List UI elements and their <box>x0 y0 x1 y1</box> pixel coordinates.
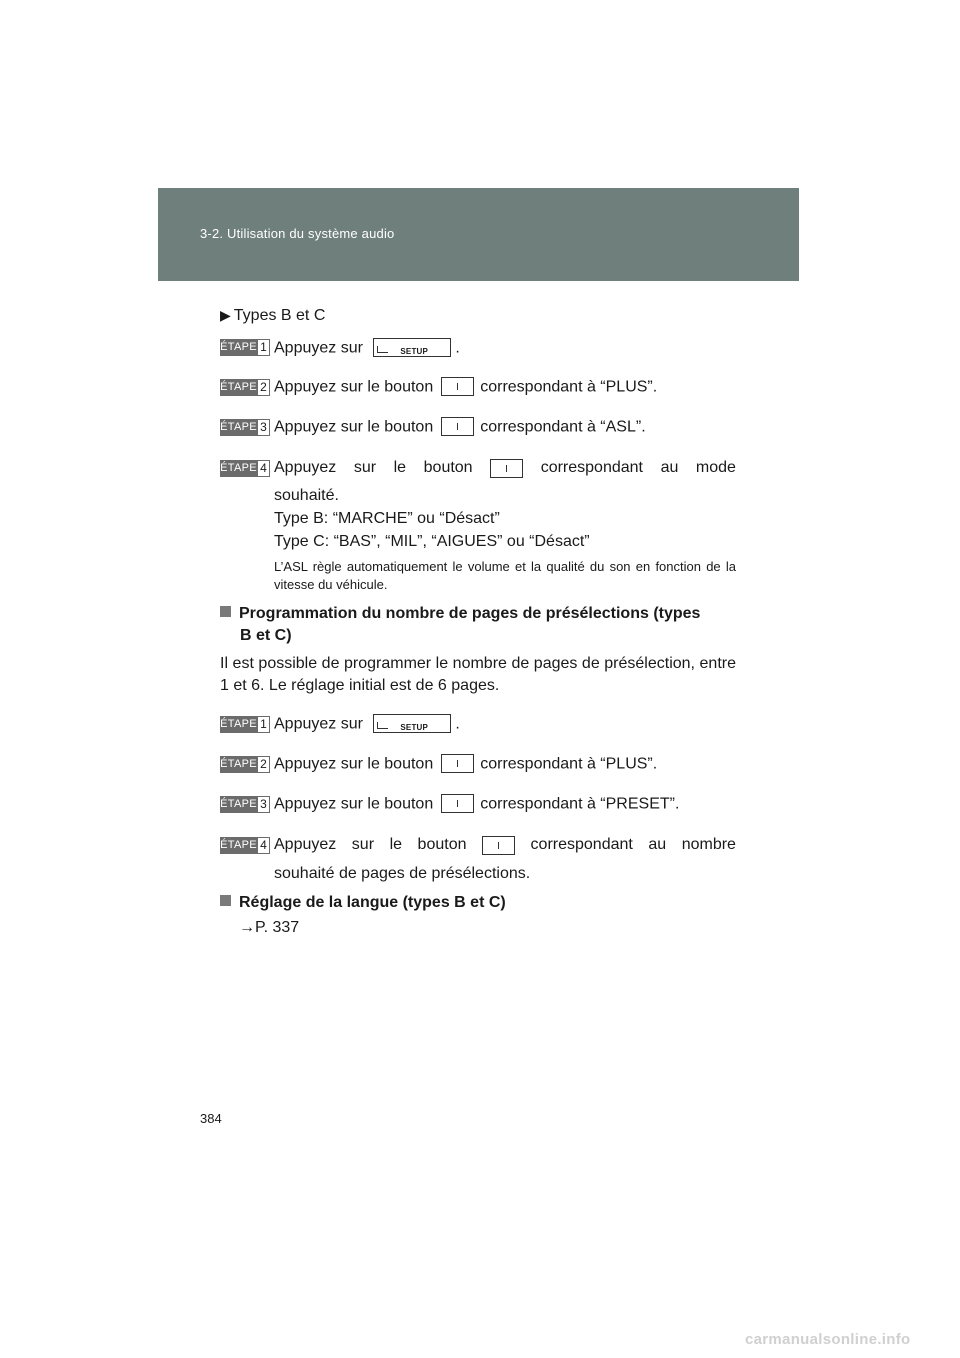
step-number: 1 <box>257 716 270 733</box>
word: sur <box>351 836 375 853</box>
step-word: ÉTAPE <box>220 716 257 733</box>
step-word: ÉTAPE <box>220 460 257 477</box>
word: le <box>389 836 403 853</box>
chapter-header-bar <box>158 188 799 281</box>
preset-button-icon <box>441 794 474 813</box>
word: Appuyez <box>274 836 337 853</box>
step-text-before: Appuyez sur <box>274 715 363 733</box>
step-word: ÉTAPE <box>220 379 257 396</box>
step-2-text <box>274 377 736 398</box>
word: correspondant <box>540 459 643 476</box>
step-badge-3 <box>220 796 270 813</box>
triangle-right-icon: ▶ <box>220 307 231 323</box>
step-badge-2 <box>220 379 270 396</box>
type-b-options: Type B: “MARCHE” ou “Désact” <box>274 510 500 527</box>
step-text-before: Appuyez sur le bouton <box>274 795 434 813</box>
preset-button-icon <box>441 754 474 773</box>
preset-button-icon <box>490 459 523 478</box>
step-word: ÉTAPE <box>220 756 257 773</box>
step-number: 2 <box>257 379 270 396</box>
step-number: 4 <box>257 460 270 477</box>
section-title-text: Réglage de la langue (types B et C) <box>239 894 506 911</box>
presets-paragraph: Il est possible de programmer le nombre de pages de présélection, entre 1 et 6. Le réglage initial est de 6 pages. <box>220 655 736 694</box>
step-badge-4 <box>220 837 270 854</box>
step-badge-3 <box>220 419 270 436</box>
bar-glyph <box>457 800 458 807</box>
word: au <box>660 459 679 476</box>
watermark-logo: carmanualsonline.info <box>745 1331 911 1348</box>
type-c-options: Type C: “BAS”, “MIL”, “AIGUES” ou “Désact” <box>274 533 590 550</box>
bar-glyph <box>498 842 499 849</box>
step-text-before: Appuyez sur le bouton <box>274 418 434 436</box>
word: Appuyez <box>274 459 337 476</box>
section-language-title <box>220 892 736 914</box>
step-text-after: . <box>455 339 460 357</box>
type-heading-text: Types B et C <box>233 307 326 324</box>
step-text-before: Appuyez sur le bouton <box>274 378 434 396</box>
type-heading <box>220 305 325 326</box>
square-bullet-icon <box>220 895 231 906</box>
preset-button-icon <box>482 836 515 855</box>
preset-button-icon <box>441 377 474 396</box>
step-word: ÉTAPE <box>220 419 257 436</box>
word: bouton <box>417 836 467 853</box>
bar-glyph <box>457 383 458 390</box>
word: sur <box>353 459 377 476</box>
word: correspondant <box>530 836 633 853</box>
step-4-continuation: souhaité de pages de présélections. <box>274 865 531 882</box>
bar-glyph <box>506 465 507 472</box>
step-text-after: correspondant à “PLUS”. <box>480 755 658 773</box>
step-4-continuation: souhaité. <box>274 487 339 504</box>
step-word: ÉTAPE <box>220 796 257 813</box>
step-word: ÉTAPE <box>220 339 257 356</box>
word: au <box>648 836 667 853</box>
step-number: 2 <box>257 756 270 773</box>
step-1-text <box>274 338 736 359</box>
step-text-before: Appuyez sur <box>274 339 363 357</box>
bar-glyph <box>457 423 458 430</box>
step-text-after: . <box>455 715 460 733</box>
section-presets-title <box>220 603 736 625</box>
hook-icon <box>377 722 388 729</box>
page-number: 384 <box>200 1111 222 1126</box>
step-number: 3 <box>257 796 270 813</box>
word: bouton <box>423 459 473 476</box>
asl-note: L’ASL règle automatiquement le volume et la qualité du son en fonction de la vitesse du véhicule. <box>274 559 736 592</box>
step-badge-1 <box>220 339 270 356</box>
step-2-text <box>274 754 736 775</box>
bar-glyph <box>457 760 458 767</box>
setup-button-icon <box>373 714 451 733</box>
step-text-after: correspondant à “PLUS”. <box>480 378 658 396</box>
step-word: ÉTAPE <box>220 837 257 854</box>
step-badge-4 <box>220 460 270 477</box>
setup-button-label: SETUP <box>400 723 429 732</box>
word: mode <box>695 459 736 476</box>
step-number: 3 <box>257 419 270 436</box>
step-badge-1 <box>220 716 270 733</box>
step-3-text <box>274 794 736 815</box>
word: le <box>393 459 407 476</box>
step-badge-2 <box>220 756 270 773</box>
square-bullet-icon <box>220 606 231 617</box>
setup-button-icon <box>373 338 451 357</box>
section-title-line2: B et C) <box>240 627 292 644</box>
step-4-text <box>274 458 736 478</box>
step-3-text <box>274 417 736 438</box>
step-text-before: Appuyez sur le bouton <box>274 755 434 773</box>
section-presets-title-cont <box>220 625 736 647</box>
step-4-text <box>274 835 736 855</box>
preset-button-icon <box>441 417 474 436</box>
step-1-text <box>274 714 736 735</box>
word: nombre <box>681 836 736 853</box>
step-text-after: correspondant à “ASL”. <box>480 418 646 436</box>
hook-icon <box>377 346 388 353</box>
step-number: 4 <box>257 837 270 854</box>
page-reference-link[interactable]: →P. 337 <box>239 919 300 936</box>
chapter-section-title: 3-2. Utilisation du système audio <box>200 226 395 241</box>
setup-button-label: SETUP <box>400 347 429 356</box>
section-title-line1: Programmation du nombre de pages de présélections (types <box>239 605 701 622</box>
step-number: 1 <box>257 339 270 356</box>
step-text-after: correspondant à “PRESET”. <box>480 795 680 813</box>
